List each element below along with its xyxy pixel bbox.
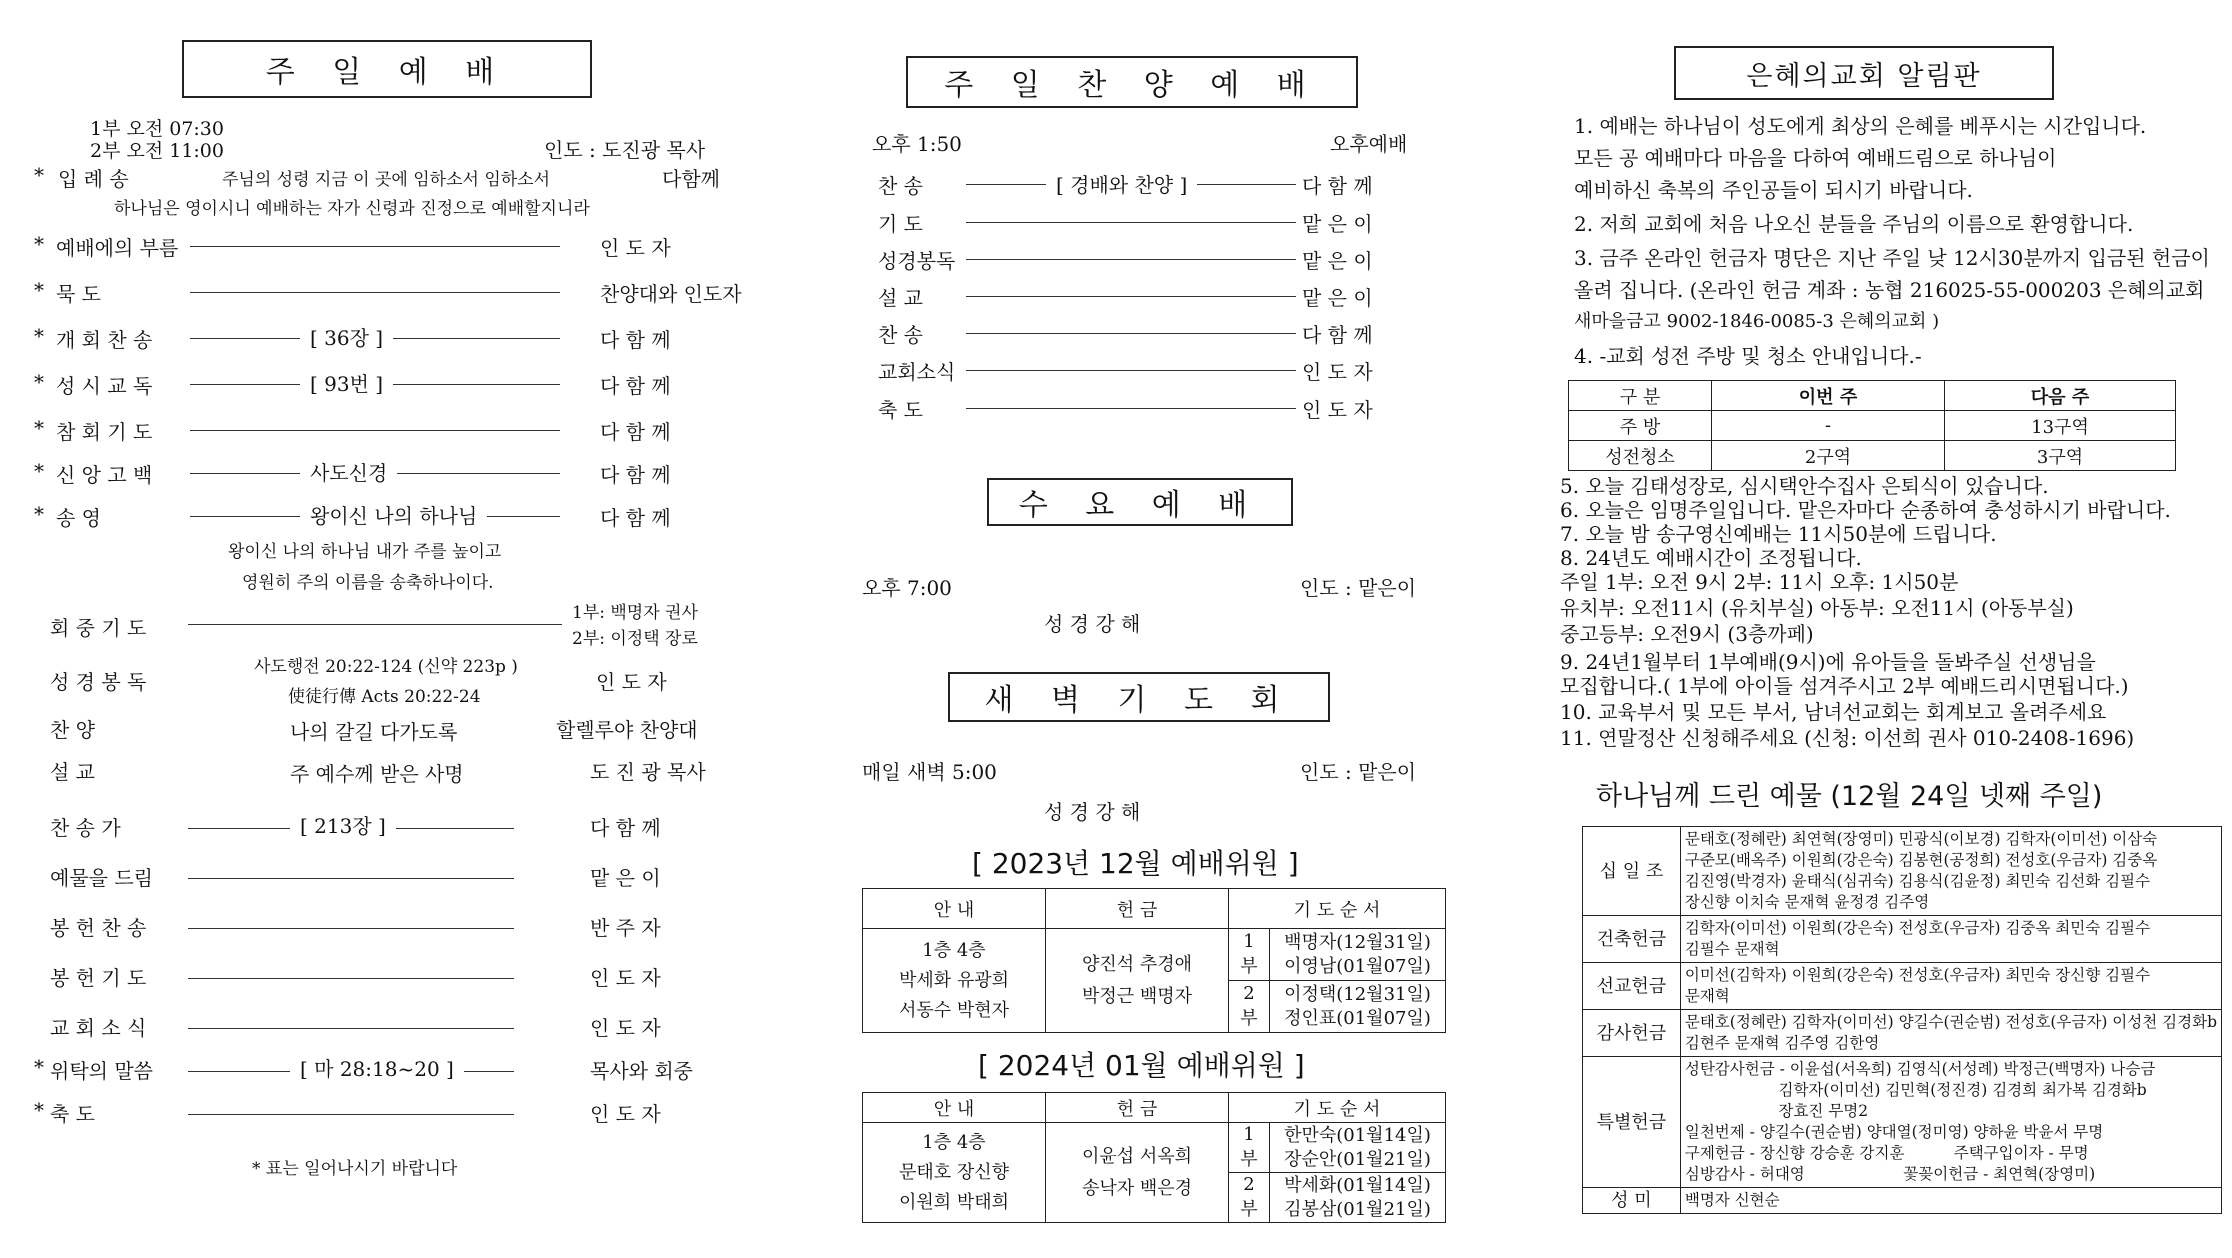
notice-line: 8. 24년도 예배시간이 조정됩니다. (1560, 546, 1862, 570)
jan-guide-floor: 1층 4층 (922, 1131, 986, 1153)
notice-line: 1. 예배는 하나님이 성도에게 최상의 은혜를 베푸시는 시간입니다. (1574, 114, 2147, 138)
item2-line (188, 978, 514, 979)
dawn-leader: 인도 : 맡은이 (1300, 760, 1417, 784)
afternoon-time: 오후 1:50 (872, 132, 962, 156)
item-middle: 사도신경 (300, 457, 397, 486)
item2-label: 봉 헌 기 도 (50, 966, 147, 990)
offering-names (1680, 963, 2221, 1010)
time-second: 2부 오전 11:00 (90, 140, 224, 162)
afternoon-item-who: 다 함 께 (1302, 323, 1373, 347)
reading-text2: 使徒行傳 Acts 20:22-24 (288, 687, 481, 707)
offering-row (1583, 916, 2222, 963)
dec-guide-1: 박세화 유광희 (898, 969, 1010, 991)
dec-guide-floor: 1층 4층 (922, 939, 986, 961)
jan-head-prayer: 기 도 순 서 (1229, 1093, 1446, 1123)
item2-middle: [ 마 28:18~20 ] (290, 1053, 464, 1082)
jan-guide-1: 문태호 장신향 (898, 1161, 1010, 1183)
item-who: 인 도 자 (600, 236, 671, 260)
clean-r0-c1: - (1712, 411, 1945, 441)
afternoon-item-who: 인 도 자 (1302, 398, 1373, 422)
offering-row (1583, 963, 2222, 1010)
jan-offering (1046, 1123, 1229, 1223)
afternoon-item-label: 찬 송 (878, 323, 923, 347)
item-star: * (34, 278, 44, 302)
offering-name-line: 김현주 문재혁 김주영 김한영 (1684, 1034, 1880, 1052)
dec-p1b: 이영남(01월07일) (1284, 955, 1431, 977)
item-star: * (34, 416, 44, 440)
item2-label: 봉 헌 찬 송 (50, 916, 147, 940)
dec-committee-table (862, 888, 1446, 1033)
afternoon-item-label: 찬 송 (878, 174, 923, 198)
item-label: 신 앙 고 백 (56, 463, 153, 487)
item-middle: [ 93번 ] (300, 368, 393, 397)
sermon-label: 설 교 (50, 760, 95, 784)
item2-label: 위탁의 말씀 (50, 1059, 153, 1083)
dec-head-guide: 안 내 (863, 889, 1046, 929)
item-line (190, 292, 560, 293)
notice-line: 유치부: 오전11시 (유치부실) 아동부: 오전11시 (아동부실) (1560, 596, 2074, 620)
dec-p1a: 백명자(12월31일) (1284, 931, 1431, 953)
jan-offering-2: 송낙자 백은경 (1081, 1177, 1193, 1199)
afternoon-item-line (966, 408, 1296, 409)
notice-line: 5. 오늘 김태성장로, 심시택안수집사 은퇴식이 있습니다. (1560, 474, 2049, 498)
offering-row (1583, 1057, 2222, 1188)
item-middle: 왕이신 나의 하나님 (300, 500, 487, 529)
offering-kind: 특별헌금 (1583, 1057, 1681, 1188)
offering-name-line: 김진영(박경자) 윤태식(심귀숙) 김용식(김윤정) 최민숙 김선화 김필수 (1684, 872, 2151, 890)
notice-line: 올려 집니다. (온라인 헌금 계좌 : 농협 216025-55-000203 은혜의교회 (1574, 278, 2205, 302)
item-label: 성 시 교 독 (56, 374, 153, 398)
wed-text: 성 경 강 해 (1044, 612, 1141, 636)
item2-star: * (34, 1055, 44, 1079)
offering-name-line: 문태호(정혜란) 최연혁(장영미) 민광식(이보경) 김학자(이미선) 이삼숙 (1684, 830, 2158, 848)
notice-line: 2. 저희 교회에 처음 나오신 분들을 주님의 이름으로 환영합니다. (1574, 212, 2134, 236)
jan-head-guide: 안 내 (863, 1093, 1046, 1123)
notice-line: 7. 오늘 밤 송구영신예배는 11시50분에 드립니다. (1560, 522, 1997, 546)
item-label: 묵 도 (56, 282, 101, 306)
jan-p1-names (1270, 1123, 1446, 1173)
item-star: * (34, 459, 44, 483)
wed-time: 오후 7:00 (862, 576, 952, 600)
notice-line: 10. 교육부서 및 모든 부서, 남녀선교회는 회계보고 올려주세요 (1560, 700, 2107, 724)
dec-guide-2: 서동수 박현자 (898, 999, 1010, 1021)
dawn-time: 매일 새벽 5:00 (862, 760, 997, 784)
offering-name-line: 문재혁 (1684, 987, 1730, 1005)
notice-line: 모집합니다.( 1부에 아이들 섬겨주시고 2부 예배드리시면됩니다.) (1560, 674, 2129, 698)
afternoon-kind: 오후예배 (1330, 132, 1408, 156)
offering-name-line: 구준모(배옥주) 이원희(강은숙) 김봉현(공정희) 전성호(우금자) 김중옥 (1684, 851, 2158, 869)
entrance-who: 다함께 (662, 167, 720, 191)
afternoon-item-label: 성경봉독 (878, 249, 956, 273)
wed-title: 수 요 예 배 (987, 478, 1293, 526)
item2-label: 찬 송 가 (50, 816, 121, 840)
afternoon-item-who: 맡 은 이 (1302, 249, 1373, 273)
jan-p1b: 장순안(01월21일) (1284, 1148, 1431, 1170)
dec-head-offering: 헌 금 (1046, 889, 1229, 929)
reading-label: 성 경 봉 독 (50, 670, 147, 694)
offering-names (1680, 827, 2221, 916)
offering-kind: 건축헌금 (1583, 916, 1681, 963)
jan-p2-names (1270, 1173, 1446, 1223)
entrance-line2: 하나님은 영이시니 예배하는 자가 신령과 진정으로 예배할지니라 (114, 199, 590, 219)
item2-line (188, 928, 514, 929)
item-label: 참 회 기 도 (56, 420, 153, 444)
dawn-title: 새 벽 기 도 회 (948, 672, 1330, 722)
song-line1: 왕이신 나의 하나님 내가 주를 높이고 (228, 542, 502, 562)
item2-who: 인 도 자 (590, 1016, 661, 1040)
offering-row (1583, 1188, 2222, 1214)
clean-head-2: 다음 주 (1945, 381, 2176, 411)
item-who: 찬양대와 인도자 (600, 282, 742, 306)
afternoon-item-label: 교회소식 (878, 360, 956, 384)
offering-table (1582, 826, 2222, 1214)
afternoon-item-who: 맡 은 이 (1302, 286, 1373, 310)
item2-who: 목사와 회중 (590, 1059, 693, 1083)
item-who: 다 함 께 (600, 328, 671, 352)
clean-r1-c2: 3구역 (1945, 441, 2176, 471)
notice-line: 모든 공 예배마다 마음을 다하여 예배드림으로 하나님이 (1574, 146, 2057, 170)
offering-name-line: 김학자(이미선) 김민혁(정진경) 김경희 최가복 김경화b (1684, 1081, 2147, 1099)
song-line2: 영원히 주의 이름을 송축하나이다. (242, 573, 494, 593)
offering-row (1583, 827, 2222, 916)
item-line (190, 246, 560, 247)
item-who: 다 함 께 (600, 463, 671, 487)
dec-p2b: 정인표(01월07일) (1284, 1007, 1431, 1029)
notice-line: 새마을금고 9002-1846-0085-3 은혜의교회 ) (1574, 311, 1940, 332)
offering-name-line: 김필수 문재혁 (1684, 940, 1780, 958)
afternoon-item-line (966, 370, 1296, 371)
item2-who: 인 도 자 (590, 1102, 661, 1126)
item2-who: 인 도 자 (590, 966, 661, 990)
notice-line: 주일 1부: 오전 9시 2부: 11시 오후: 1시50분 (1560, 570, 1959, 594)
dec-offering (1046, 929, 1229, 1033)
afternoon-item-label: 설 교 (878, 286, 923, 310)
notice-line: 예비하신 축복의 주인공들이 되시기 바랍니다. (1574, 178, 1973, 202)
sermon-who: 도 진 광 목사 (590, 760, 706, 784)
offering-names (1680, 1010, 2221, 1057)
item-star: * (34, 370, 44, 394)
afternoon-item-line (966, 259, 1296, 260)
notice-line: 11. 연말정산 신청해주세요 (신청: 이선희 권사 010-2408-1696) (1560, 726, 2135, 750)
cleaning-table (1568, 380, 2176, 471)
clean-r1-c1: 2구역 (1712, 441, 1945, 471)
clean-r0-c2: 13구역 (1945, 411, 2176, 441)
dec-p2: 2부 (1229, 981, 1270, 1033)
dec-title: [ 2023년 12월 예배위원 ] (972, 847, 1299, 880)
time-first: 1부 오전 07:30 (90, 118, 224, 140)
jan-guide-2: 이원희 박태희 (898, 1191, 1010, 1213)
item2-line (188, 1114, 514, 1115)
item-who: 다 함 께 (600, 506, 671, 530)
jan-guide (863, 1123, 1046, 1223)
offering-name-line: 심방감사 - 허대영 꽃꽂이헌금 - 최연혁(장영미) (1684, 1165, 2096, 1183)
jan-committee-table (862, 1092, 1446, 1223)
notice-line: 6. 오늘은 임명주일입니다. 맡은자마다 순종하여 충성하시기 바랍니다. (1560, 498, 2171, 522)
dec-p2a: 이정택(12월31일) (1284, 983, 1431, 1005)
clean-head-0: 구 분 (1569, 381, 1712, 411)
offering-kind: 성 미 (1583, 1188, 1681, 1214)
choir-who: 할렐루야 찬양대 (556, 718, 698, 742)
entrance-label: 입 례 송 (58, 167, 129, 191)
item-label: 예배에의 부름 (56, 236, 179, 260)
jan-head-offering: 헌 금 (1046, 1093, 1229, 1123)
dec-offering-1: 양진석 추경애 (1081, 953, 1193, 975)
prayer-line (188, 624, 562, 625)
item2-who: 다 함 께 (590, 816, 661, 840)
footnote: * 표는 일어나시기 바랍니다 (252, 1159, 458, 1179)
afternoon-item-line (966, 296, 1296, 297)
offering-title: 하나님께 드린 예물 (12월 24일 넷째 주일) (1596, 781, 2103, 812)
entrance-star: * (34, 163, 44, 187)
notice-line: 4. -교회 성전 주방 및 청소 안내입니다.- (1574, 344, 1922, 368)
dec-p2-names (1270, 981, 1446, 1033)
offering-name-line: 성탄감사헌금 - 이윤섭(서옥희) 김영식(서성례) 박정근(백명자) 나승금 (1684, 1060, 2156, 1078)
prayer-label: 회 중 기 도 (50, 616, 147, 640)
item-label: 송 영 (56, 506, 101, 530)
offering-name-line: 이미선(김학자) 이원희(강은숙) 전성호(우금자) 최민숙 장신향 김필수 (1684, 966, 2151, 984)
choir-text: 나의 갈길 다가도록 (290, 720, 458, 744)
offering-name-line: 장효진 무명2 (1684, 1102, 1869, 1120)
item-middle: [ 36장 ] (300, 322, 393, 351)
offering-name-line: 백명자 신현순 (1684, 1191, 1780, 1209)
dec-p1: 1부 (1229, 929, 1270, 981)
item2-who: 맡 은 이 (590, 866, 661, 890)
jan-p2b: 김봉삼(01월21일) (1284, 1198, 1431, 1220)
item2-label: 축 도 (50, 1102, 95, 1126)
offering-row (1583, 1010, 2222, 1057)
afternoon-item-middle: [ 경배와 찬양 ] (1046, 169, 1197, 198)
item-star: * (34, 502, 44, 526)
offering-names (1680, 1057, 2221, 1188)
offering-name-line: 문태호(정혜란) 김학자(이미선) 양길수(권순범) 전성호(우금자) 이성천 김경화b (1684, 1013, 2217, 1031)
clean-r0-c0: 주 방 (1569, 411, 1712, 441)
notice-line: 3. 금주 온라인 헌금자 명단은 지난 주일 낮 12시30분까지 입금된 헌금이 (1574, 246, 2210, 270)
item2-star: * (34, 1098, 44, 1122)
afternoon-item-label: 축 도 (878, 398, 923, 422)
dec-p1-names (1270, 929, 1446, 981)
item2-label: 교 회 소 식 (50, 1016, 147, 1040)
item-who: 다 함 께 (600, 420, 671, 444)
jan-p2: 2부 (1229, 1173, 1270, 1223)
offering-kind: 십 일 조 (1583, 827, 1681, 916)
notice-line: 9. 24년1월부터 1부예배(9시)에 유아들을 돌봐주실 선생님을 (1560, 650, 2096, 674)
jan-p2a: 박세화(01월14일) (1284, 1174, 1431, 1196)
wed-leader: 인도 : 맡은이 (1300, 576, 1417, 600)
clean-r1-c0: 성전청소 (1569, 441, 1712, 471)
offering-name-line: 구제헌금 - 장신향 강승훈 강지훈 주택구입이자 - 무명 (1684, 1144, 2089, 1162)
offering-names (1680, 916, 2221, 963)
clean-head-1: 이번 주 (1712, 381, 1945, 411)
offering-kind: 감사헌금 (1583, 1010, 1681, 1057)
prayer-who1: 1부: 백명자 권사 (572, 603, 698, 623)
item-line (190, 430, 560, 431)
dawn-text: 성 경 강 해 (1044, 800, 1141, 824)
afternoon-item-label: 기 도 (878, 212, 923, 236)
sermon-text: 주 예수께 받은 사명 (290, 762, 464, 786)
reading-who: 인 도 자 (596, 670, 667, 694)
item-label: 개 회 찬 송 (56, 328, 153, 352)
offering-name-line: 김학자(이미선) 이원희(강은숙) 전성호(우금자) 김중옥 최민숙 김필수 (1684, 919, 2151, 937)
offering-name-line: 일천번제 - 양길수(권순범) 양대열(정미영) 양하윤 박윤서 무명 (1684, 1123, 2104, 1141)
item-who: 다 함 께 (600, 374, 671, 398)
right-title: 은혜의교회 알림판 (1674, 46, 2054, 100)
item2-line (188, 1028, 514, 1029)
middle-title: 주 일 찬 양 예 배 (906, 56, 1358, 108)
jan-p1: 1부 (1229, 1123, 1270, 1173)
dec-guide (863, 929, 1046, 1033)
left-title: 주 일 예 배 (182, 40, 592, 98)
afternoon-item-line (966, 222, 1296, 223)
prayer-who2: 2부: 이정택 장로 (572, 629, 698, 649)
reading-text1: 사도행전 20:22-124 (신약 223p ) (254, 657, 518, 677)
jan-p1a: 한만숙(01월14일) (1284, 1124, 1431, 1146)
item2-middle: [ 213장 ] (290, 810, 396, 839)
item2-who: 반 주 자 (590, 916, 661, 940)
choir-label: 찬 양 (50, 718, 95, 742)
item-star: * (34, 324, 44, 348)
notice-line: 중고등부: 오전9시 (3층까페) (1560, 622, 1814, 646)
leader: 인도 : 도진광 목사 (544, 138, 706, 162)
item2-label: 예물을 드림 (50, 866, 153, 890)
afternoon-item-who: 맡 은 이 (1302, 212, 1373, 236)
afternoon-item-who: 다 함 께 (1302, 174, 1373, 198)
offering-kind: 선교헌금 (1583, 963, 1681, 1010)
entrance-text: 주님의 성령 지금 이 곳에 임하소서 임하소서 (222, 170, 551, 190)
item2-line (188, 878, 514, 879)
jan-title: [ 2024년 01월 예배위원 ] (978, 1049, 1305, 1082)
afternoon-item-who: 인 도 자 (1302, 360, 1373, 384)
item-star: * (34, 232, 44, 256)
afternoon-item-line (966, 333, 1296, 334)
offering-names (1680, 1188, 2221, 1214)
offering-name-line: 장신향 이치숙 문재혁 윤정경 김주영 (1684, 893, 1930, 911)
dec-offering-2: 박정근 백명자 (1081, 985, 1193, 1007)
jan-offering-1: 이윤섭 서옥희 (1081, 1145, 1193, 1167)
dec-head-prayer: 기 도 순 서 (1229, 889, 1446, 929)
